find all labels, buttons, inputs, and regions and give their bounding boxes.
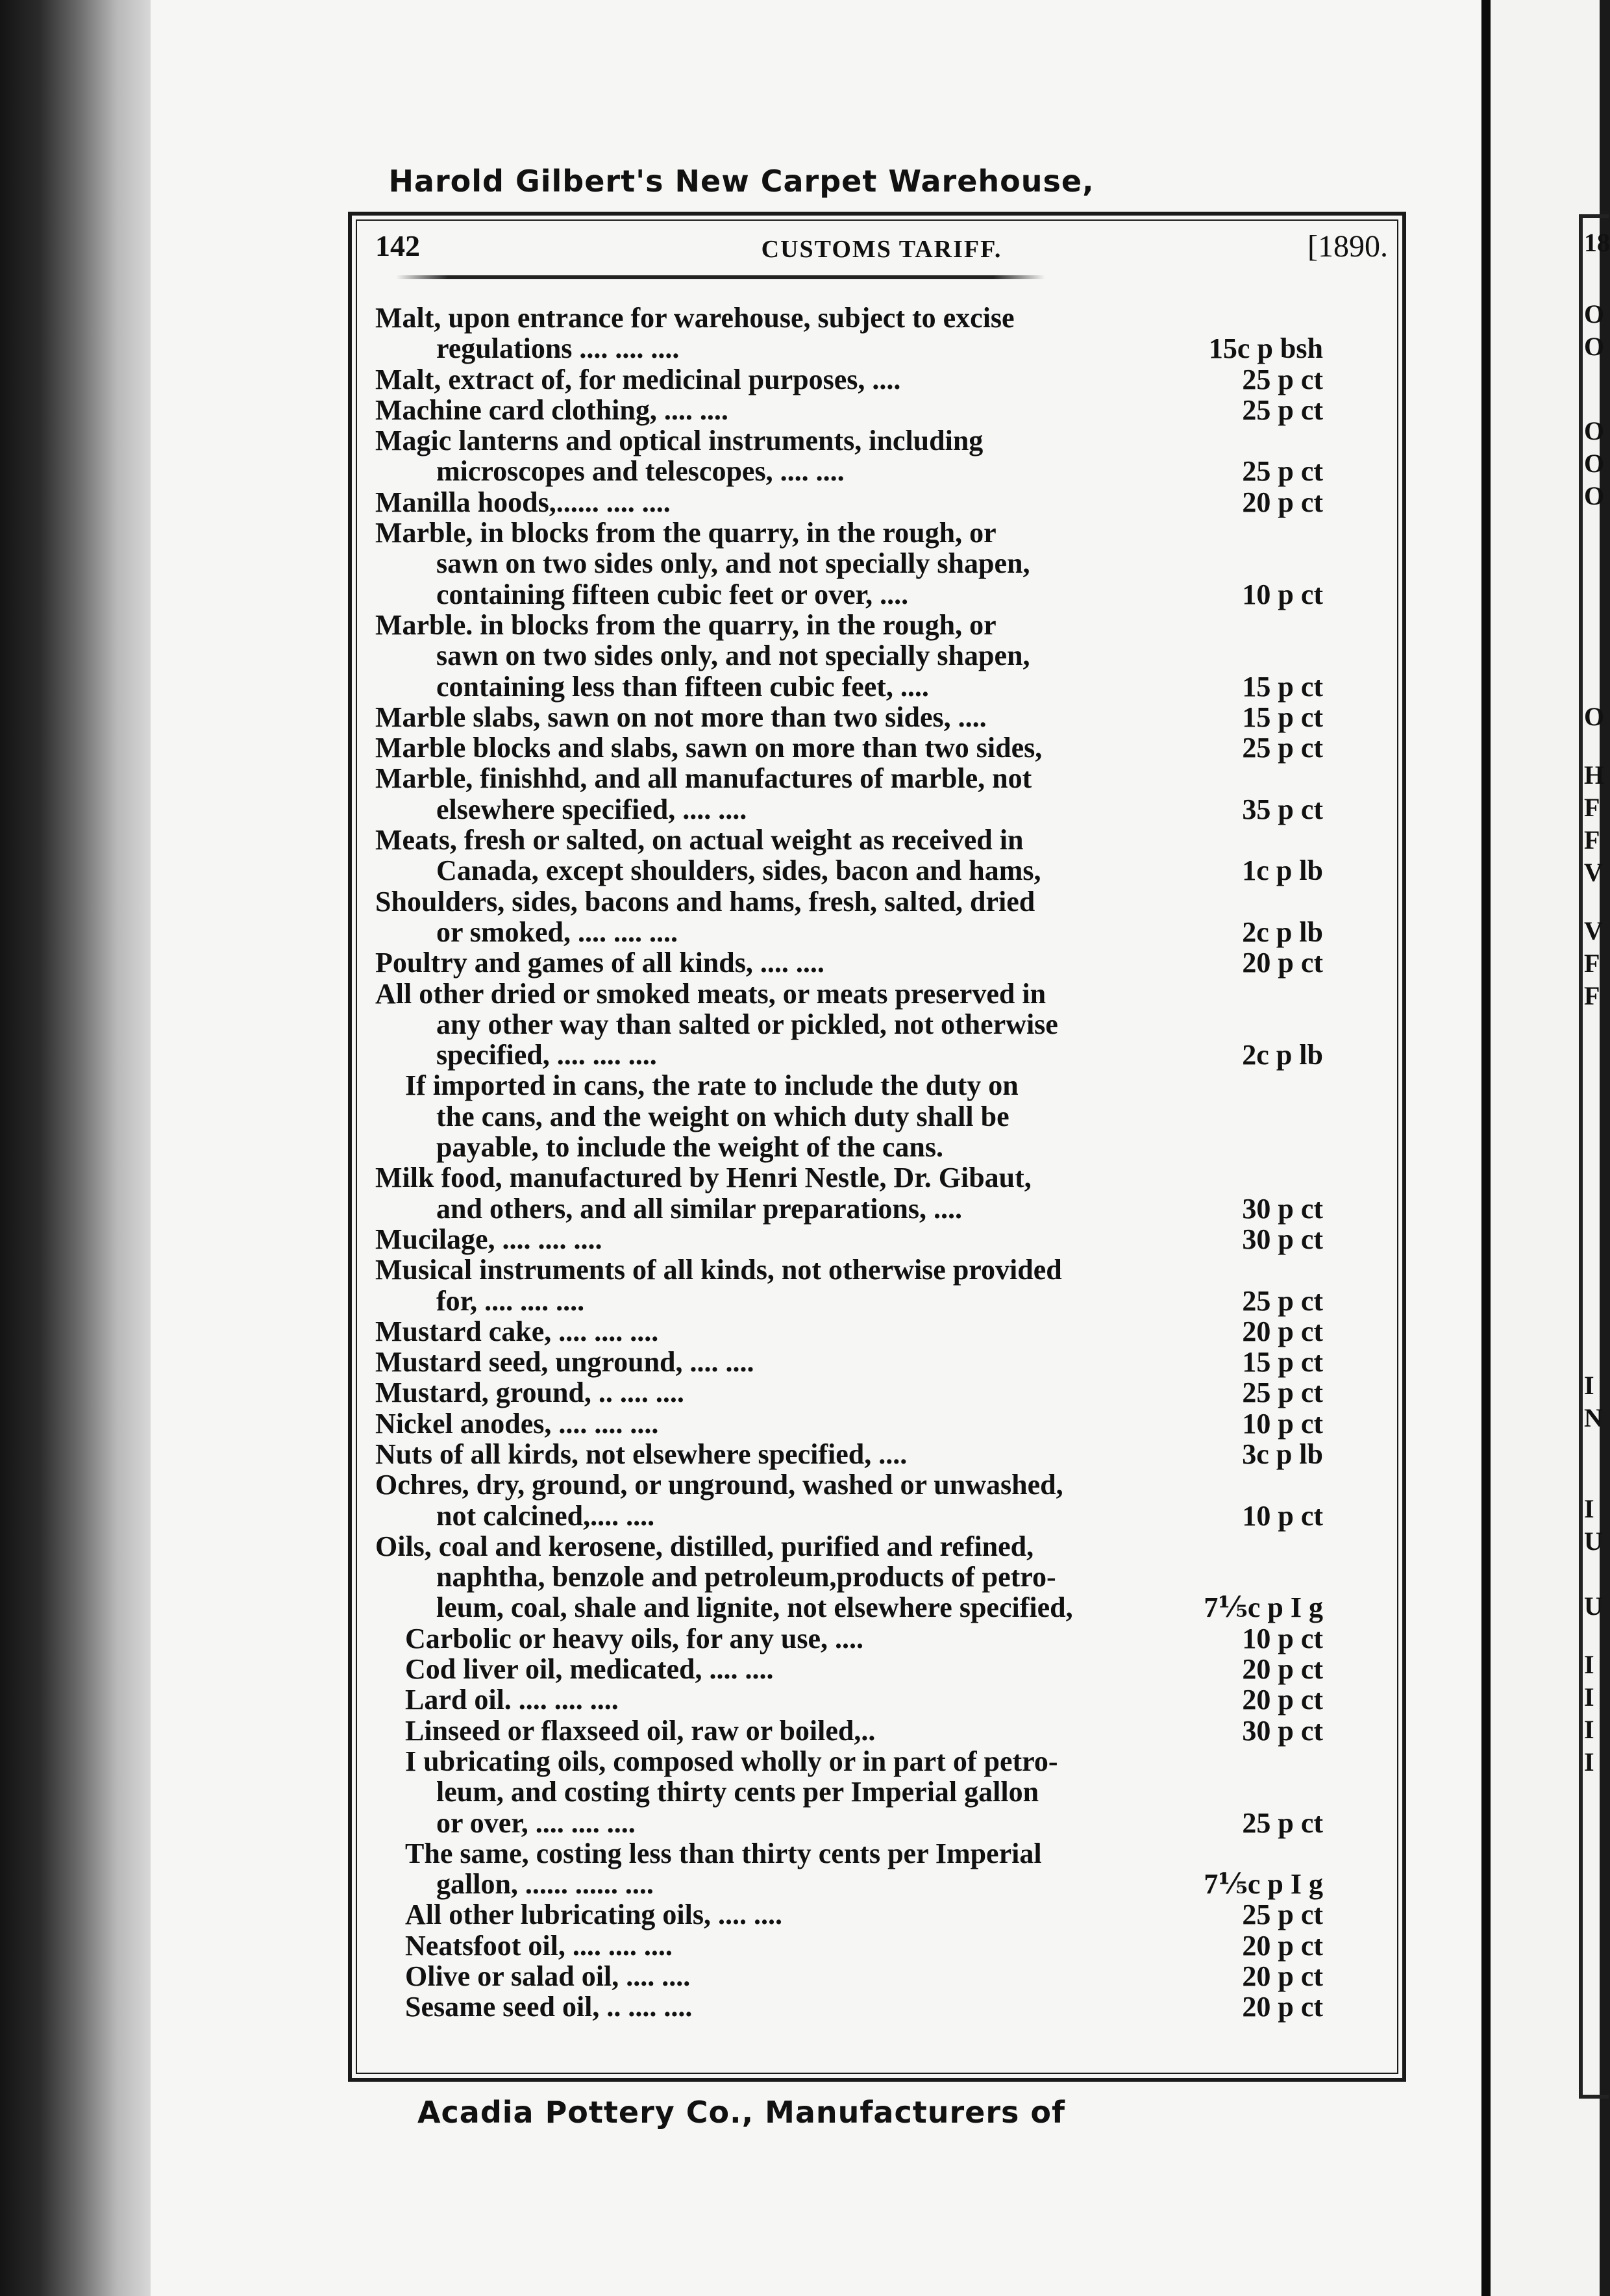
tariff-rate: 7⅕c p I g [1204,1591,1323,1624]
tariff-line-text: Magic lanterns and optical instruments, including [375,425,984,457]
tariff-line-text: leum, and costing thirty cents per Imperial gallon [436,1776,1039,1808]
tariff-line-text: containing fifteen cubic feet or over, .... [436,578,909,610]
tariff-line [375,763,1323,793]
adjacent-page-letter: F [1584,949,1600,978]
tariff-line-text: or over, .... .... .... [436,1806,636,1839]
adjacent-page-letter: I [1584,1747,1594,1777]
adjacent-page-letter: O [1584,481,1605,510]
tariff-line [375,1439,1323,1469]
tariff-line [375,1808,1323,1838]
tariff-line [375,947,1323,978]
tariff-line-text: Nickel anodes, .... .... .... [375,1407,659,1440]
tariff-line-text: containing less than fifteen cubic feet, .... [436,670,929,703]
tariff-line-text: Mucilage, .... .... .... [375,1223,602,1255]
tariff-line-text: The same, costing less than thirty cents per Imperial [405,1837,1042,1869]
tariff-rate: 15 p ct [1242,1346,1323,1379]
adjacent-page-letter: H [1584,760,1605,790]
tariff-line [375,1899,1323,1930]
tariff-line [375,1009,1323,1040]
tariff-line-text: Oils, coal and kerosene, distilled, purified and refined, [375,1530,1034,1562]
tariff-rate: 20 p ct [1242,1315,1323,1347]
tariff-line [375,425,1323,456]
tariff-rate: 20 p ct [1242,947,1323,979]
tariff-line [375,487,1323,518]
tariff-line-text: Poultry and games of all kinds, .... .... [375,947,824,979]
tariff-line [375,1347,1323,1377]
tariff-rate: 15 p ct [1242,670,1323,703]
tariff-line [375,1162,1323,1193]
adjacent-page-letter: F [1584,793,1600,822]
tariff-line-text: All other lubricating oils, .... .... [405,1899,782,1931]
tariff-line [375,333,1323,364]
tariff-line-text: Manilla hoods,...... .... .... [375,486,671,518]
tariff-line-text: payable, to include the weight of the cans. [436,1131,943,1164]
tariff-rate: 25 p ct [1242,393,1323,426]
tariff-line-text: Nuts of all kirds, not elsewhere specified, .... [375,1438,908,1470]
tariff-rate: 15 p ct [1242,701,1323,733]
tariff-line-text: Marble. in blocks from the quarry, in the rough, or [375,608,997,641]
tariff-line-text: Shoulders, sides, bacons and hams, fresh, salted, dried [375,885,1035,917]
tariff-line [375,886,1323,917]
page-number: 142 [375,229,420,262]
tariff-line [375,1716,1323,1746]
tariff-line [375,303,1323,333]
tariff-line-text: Marble blocks and slabs, sawn on more than two sides, [375,732,1043,764]
tariff-line-text: I ubricating oils, composed wholly or in part of petro- [405,1745,1058,1777]
tariff-rate: 20 p ct [1242,1653,1323,1686]
tariff-line [375,364,1323,395]
tariff-line-text: Neatsfoot oil, .... .... .... [405,1929,673,1962]
tariff-line-text: Malt, extract of, for medicinal purposes, .... [375,363,901,395]
tariff-line-text: Malt, upon entrance for warehouse, subject to excise [375,302,1015,334]
tariff-line [375,1684,1323,1715]
adjacent-page-letter: O [1584,416,1605,445]
tariff-line-text: Linseed or flaxseed oil, raw or boiled,.. [405,1714,876,1747]
tariff-rate: 10 p ct [1242,1407,1323,1440]
tariff-line-text: regulations .... .... .... [436,332,680,365]
adjacent-page-letter: I [1584,1715,1594,1744]
tariff-line [375,1930,1323,1961]
tariff-line [375,1224,1323,1254]
tariff-line [375,640,1323,671]
tariff-rate: 25 p ct [1242,1899,1323,1931]
tariff-rate: 20 p ct [1242,486,1323,518]
tariff-line [375,1623,1323,1654]
tariff-line-text: If imported in cans, the rate to include the duty on [405,1069,1019,1102]
running-foot-advertisement: Acadia Pottery Co., Manufacturers of [417,2095,1066,2130]
tariff-rate: 20 p ct [1242,1929,1323,1962]
tariff-line-text: Carbolic or heavy oils, for any use, .... [405,1622,864,1654]
adjacent-page-letter: O [1584,702,1605,731]
tariff-line-text: Sesame seed oil, .. .... .... [405,1991,693,2023]
tariff-line [375,1040,1323,1070]
tariff-line [375,548,1323,579]
adjacent-page-letter: F [1584,981,1600,1010]
tariff-line [375,1193,1323,1224]
tariff-rate: 25 p ct [1242,1806,1323,1839]
adjacent-page-letter: I [1584,1494,1594,1523]
tariff-line [375,1377,1323,1408]
tariff-line-text: Lard oil. .... .... .... [405,1684,619,1716]
adjacent-page-letter: O [1584,299,1605,329]
page-year: [1890. [1307,229,1388,264]
tariff-line-text: Milk food, manufactured by Henri Nestle, Dr. Gibaut, [375,1162,1032,1194]
tariff-rate: 20 p ct [1242,1684,1323,1716]
tariff-line [375,1961,1323,1991]
tariff-line-text: for, .... .... .... [436,1284,585,1317]
tariff-rate: 20 p ct [1242,1960,1323,1993]
tariff-line [375,1777,1323,1807]
tariff-line [375,732,1323,763]
tariff-line-text: Mustard cake, .... .... .... [375,1315,659,1347]
tariff-line [375,1316,1323,1347]
adjacent-page-letter: 18 [1584,228,1610,257]
tariff-line-text: Canada, except shoulders, sides, bacon and hams, [436,855,1041,887]
tariff-line-text: Machine card clothing, .... .... [375,393,728,426]
tariff-line-text: Cod liver oil, medicated, .... .... [405,1653,774,1686]
tariff-line [375,1562,1323,1592]
tariff-line-text: or smoked, .... .... .... [436,916,678,948]
tariff-rate: 30 p ct [1242,1192,1323,1225]
tariff-line-text: the cans, and the weight on which duty shall be [436,1100,1009,1132]
tariff-rate: 25 p ct [1242,732,1323,764]
tariff-line [375,1070,1323,1101]
tariff-line [375,395,1323,425]
running-head-advertisement: Harold Gilbert's New Carpet Warehouse, [388,164,1095,199]
tariff-line [375,1469,1323,1500]
adjacent-page-letter: I [1584,1682,1594,1712]
adjacent-page-letter: U [1584,1591,1603,1621]
tariff-line-text: All other dried or smoked meats, or meats preserved in [375,977,1046,1010]
tariff-line [375,1838,1323,1869]
tariff-line [375,1592,1323,1623]
tariff-line [375,1869,1323,1899]
tariff-line-text: and others, and all similar preparations, .... [436,1192,963,1225]
tariff-line [375,1531,1323,1562]
tariff-rate: 1c p lb [1242,855,1323,887]
tariff-rate: 2c p lb [1242,916,1323,948]
tariff-line-text: sawn on two sides only, and not specially shapen, [436,547,1030,580]
tariff-line-text: Mustard, ground, .. .... .... [375,1377,684,1409]
tariff-line-text: Meats, fresh or salted, on actual weight as received in [375,824,1024,856]
tariff-rate: 25 p ct [1242,1377,1323,1409]
tariff-line [375,1254,1323,1285]
tariff-rate: 20 p ct [1242,1991,1323,2023]
tariff-rate: 10 p ct [1242,578,1323,610]
book-binding-shadow [0,0,151,2296]
tariff-line-text: Mustard seed, unground, .... .... [375,1346,754,1379]
tariff-line [375,1132,1323,1162]
tariff-line-text: Olive or salad oil, .... .... [405,1960,691,1993]
tariff-line [375,518,1323,548]
adjacent-page-letter: I [1584,1650,1594,1679]
adjacent-page-letter: N [1584,1403,1603,1432]
tariff-line-text: not calcined,.... .... [436,1499,655,1532]
tariff-line-text: sawn on two sides only, and not specially shapen, [436,640,1030,672]
tariff-line-text: specified, .... .... .... [436,1039,657,1071]
tariff-line [375,671,1323,702]
adjacent-page-letter: U [1584,1527,1603,1556]
tariff-line [375,1991,1323,2022]
adjacent-page-letter: O [1584,332,1605,361]
tariff-rate: 30 p ct [1242,1223,1323,1255]
tariff-line-text: any other way than salted or pickled, not otherwise [436,1008,1058,1040]
tariff-line [375,917,1323,947]
tariff-line [375,794,1323,825]
tariff-line-text: Ochres, dry, ground, or unground, washed or unwashed, [375,1469,1063,1501]
tariff-line [375,1101,1323,1132]
tariff-rate: 15c p bsh [1208,332,1323,365]
tariff-line [375,702,1323,732]
tariff-rate: 3c p lb [1242,1438,1323,1470]
tariff-line-text: Marble, in blocks from the quarry, in the rough, or [375,517,997,549]
tariff-line [375,1654,1323,1684]
tariff-line [375,1408,1323,1439]
tariff-line [375,610,1323,640]
adjacent-page-letter: V [1584,858,1603,887]
tariff-line [375,1746,1323,1777]
tariff-entries [375,303,1323,2023]
adjacent-page-letter: I [1584,1371,1594,1400]
page-gutter [1481,0,1491,2296]
tariff-line [375,1286,1323,1316]
tariff-line [375,456,1323,486]
tariff-line-text: leum, coal, shale and lignite, not elsewhere specified, [436,1591,1073,1624]
header-rule [396,275,1045,279]
tariff-rate: 35 p ct [1242,793,1323,825]
tariff-line [375,1501,1323,1531]
page-title: CUSTOMS TARIFF. [761,236,1002,263]
tariff-line-text: naphtha, benzole and petroleum,products of petro- [436,1561,1056,1593]
tariff-line [375,579,1323,610]
adjacent-page-letter: F [1584,825,1600,855]
tariff-line [375,979,1323,1009]
adjacent-page-letter: V [1584,916,1603,945]
tariff-rate: 7⅕c p I g [1204,1868,1323,1901]
page-header [375,225,1388,270]
tariff-line-text: Musical instruments of all kinds, not otherwise provided [375,1254,1062,1286]
tariff-line [375,855,1323,886]
tariff-rate: 10 p ct [1242,1499,1323,1532]
tariff-line-text: Marble slabs, sawn on not more than two sides, .... [375,701,987,733]
tariff-rate: 10 p ct [1242,1622,1323,1654]
tariff-rate: 30 p ct [1242,1714,1323,1747]
tariff-line-text: elsewhere specified, .... .... [436,793,747,825]
adjacent-page-letter: O [1584,449,1605,478]
tariff-line-text: gallon, ...... ...... .... [436,1868,654,1901]
tariff-line-text: microscopes and telescopes, .... .... [436,455,845,488]
tariff-rate: 25 p ct [1242,455,1323,488]
tariff-line [375,825,1323,855]
tariff-rate: 25 p ct [1242,363,1323,395]
tariff-line-text: Marble, finishhd, and all manufactures of marble, not [375,762,1032,795]
tariff-rate: 25 p ct [1242,1284,1323,1317]
tariff-rate: 2c p lb [1242,1039,1323,1071]
